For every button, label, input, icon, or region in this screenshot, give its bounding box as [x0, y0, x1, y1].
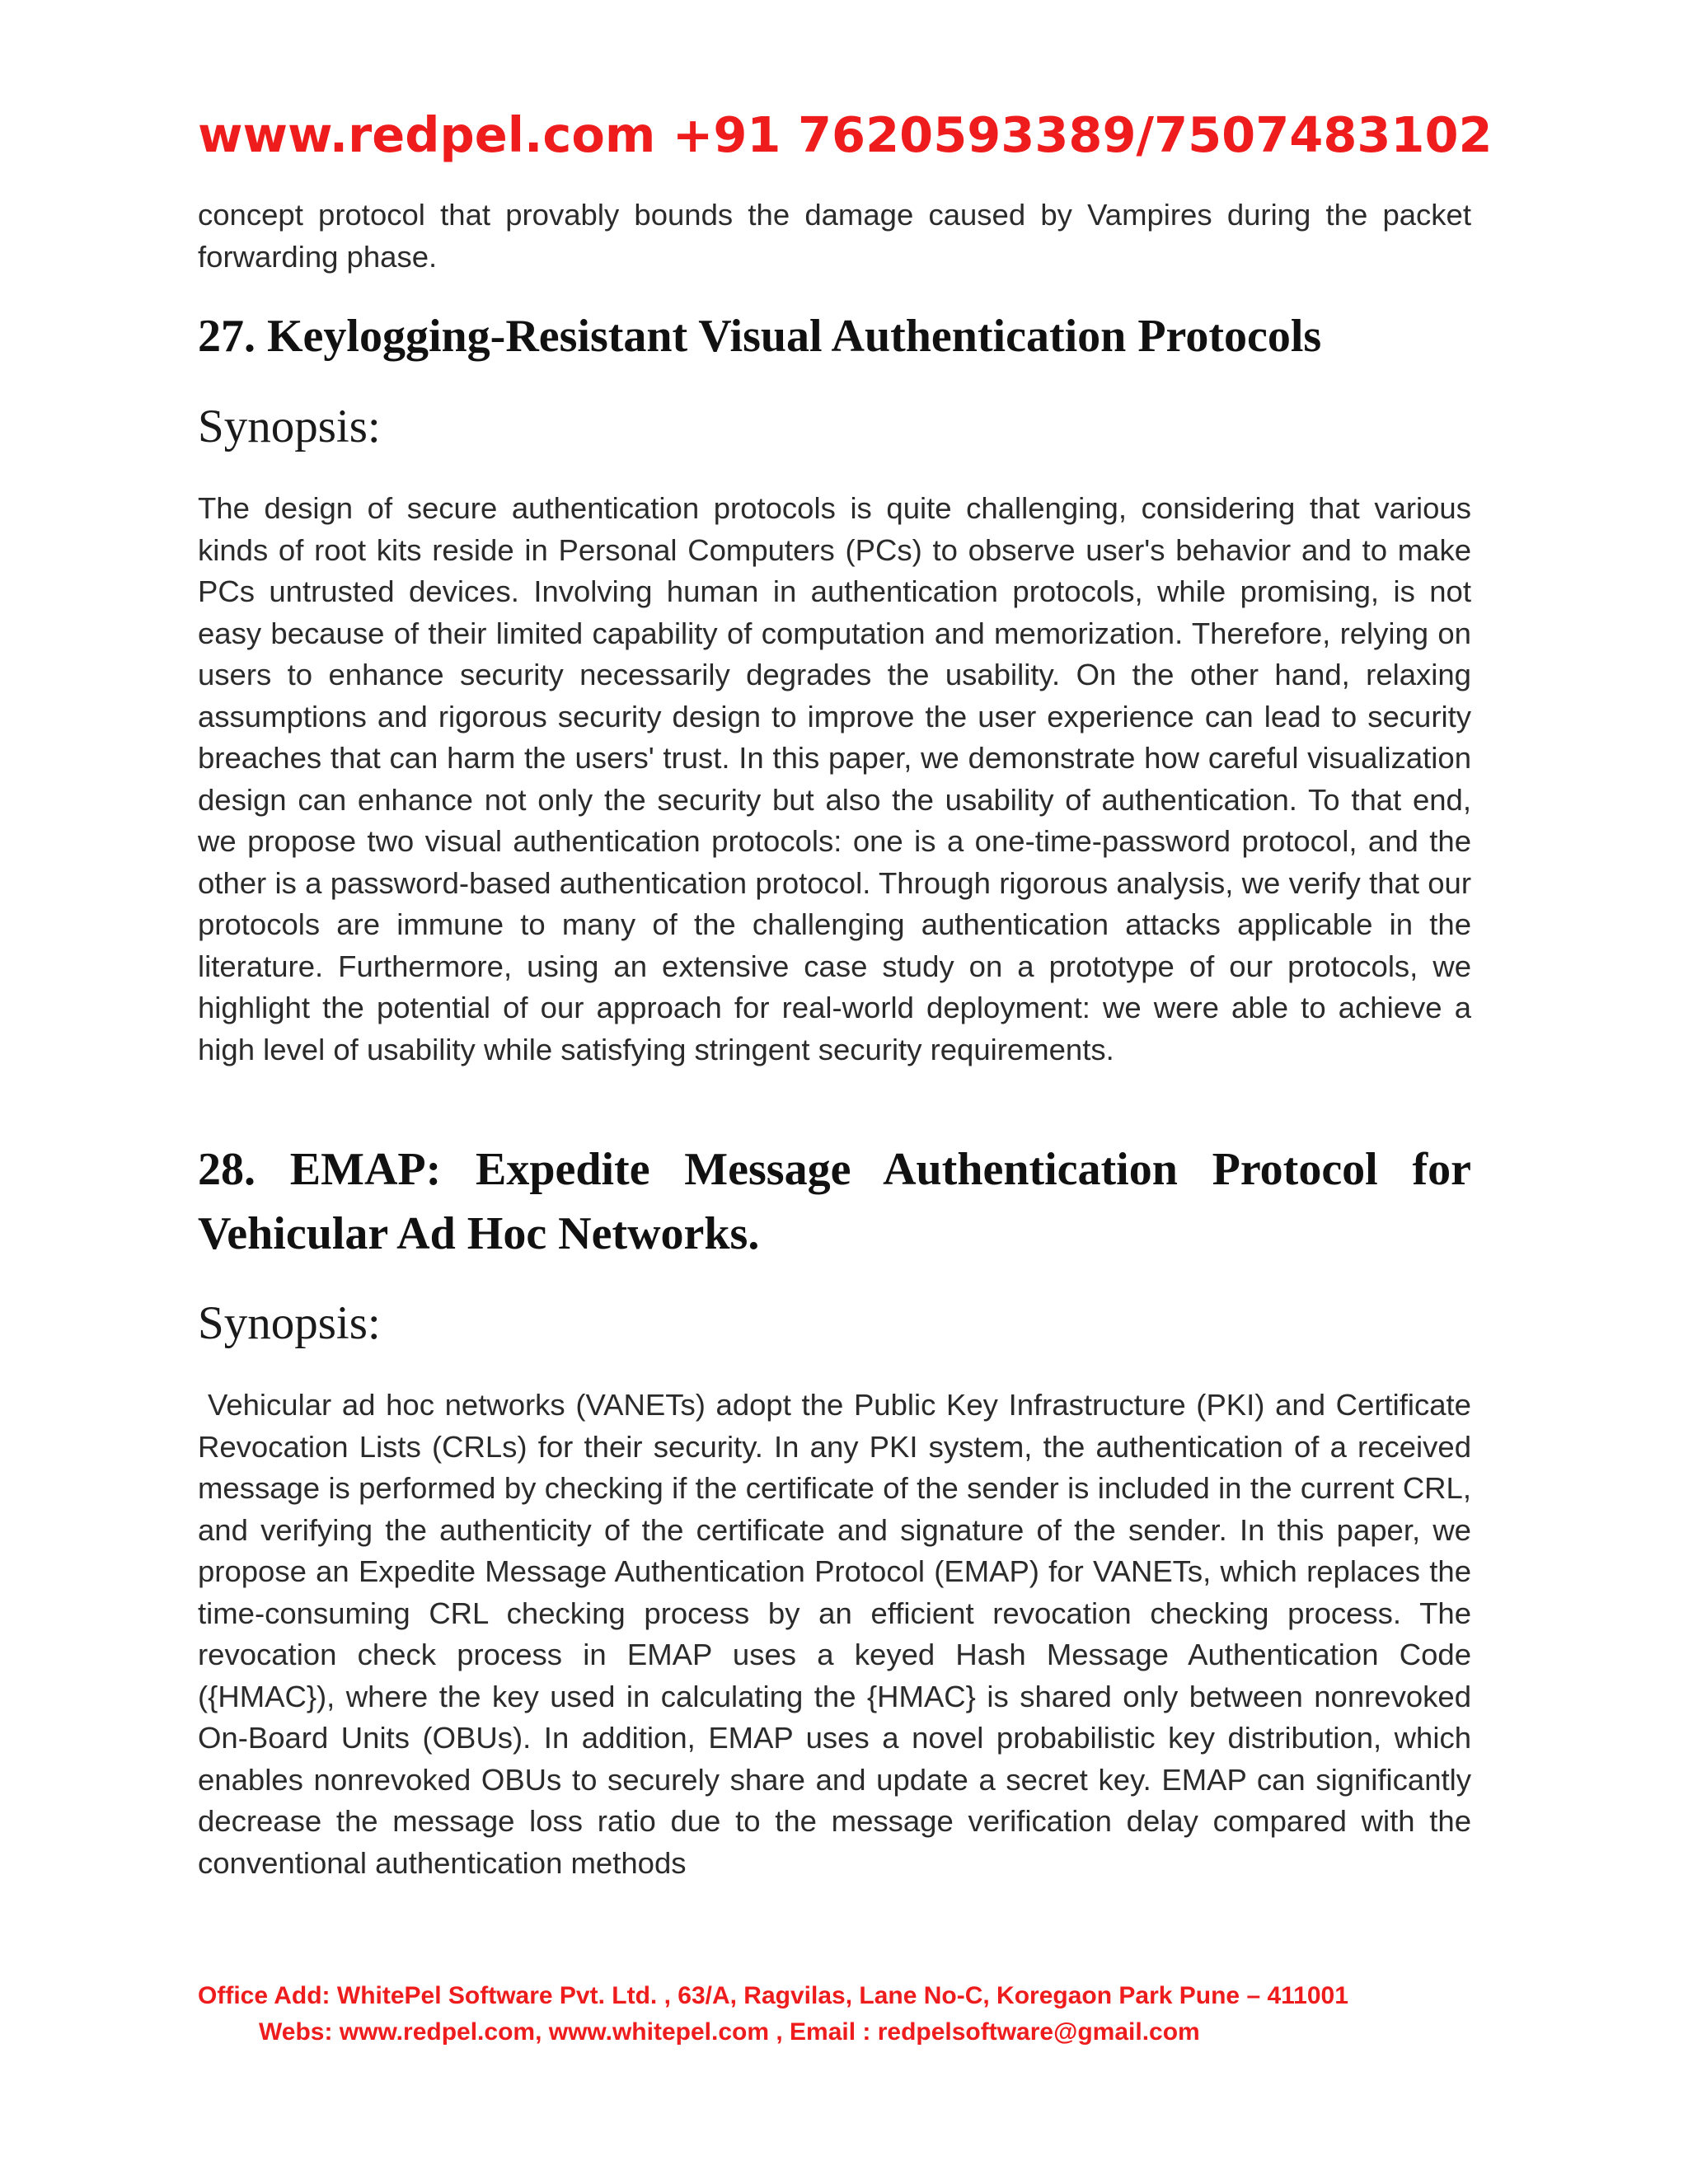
section-27-synopsis-label: Synopsis: [198, 401, 381, 452]
footer-office-address: Office Add: WhitePel Software Pvt. Ltd. , 63/A, Ragvilas, Lane No-C, Koregaon Park Pune – 411001 [198, 1982, 1348, 2009]
section-27-title: 27. Keylogging-Resistant Visual Authentication Protocols [198, 311, 1322, 362]
section-27-body: The design of secure authentication protocols is quite challenging, considering that various kinds of root kits reside in Personal Computers (PCs) to observe user's behavior and to make PCs untrusted devices. Involving human in authentication protocols, while promising, is not easy because of their limited capability of computation and memorization. Therefore, relying on users to enhance security necessarily degrades the usability. On the other hand, relaxing assumptions and rigorous security design to improve the user experience can lead to security breaches that can harm the users' trust. In this paper, we demonstrate how careful visualization design can enhance not only the security but also the usability of authentication. To that end, we propose two visual authentication protocols: one is a one-time-password protocol, and the other is a password-based authentication protocol. Through rigorous analysis, we verify that our protocols are immune to many of the challenging authentication attacks applicable in the literature. Furthermore, using an extensive case study on a prototype of our protocols, we highlight the potential of our approach for real-world deployment: we were able to achieve a high level of usability while satisfying stringent security requirements. [198, 491, 1471, 1066]
section-28-title: 28. EMAP: Expedite Message Authentication Protocol for Vehicular Ad Hoc Networks. [198, 1144, 1471, 1259]
footer-web-email: Webs: www.redpel.com, www.whitepel.com , Email : redpelsoftware@gmail.com [259, 2018, 1200, 2046]
page-header-contact: www.redpel.com +91 7620593389/7507483102 [198, 106, 1493, 163]
section-28-synopsis-label: Synopsis: [198, 1297, 381, 1349]
section-28-body: Vehicular ad hoc networks (VANETs) adopt the Public Key Infrastructure (PKI) and Certificate Revocation Lists (CRLs) for their security. In any PKI system, the authentication of a received message is performed by checking if the certificate of the sender is included in the current CRL, and verifying the authenticity of the certificate and signature of the sender. In this paper, we propose an Expedite Message Authentication Protocol (EMAP) for VANETs, which replaces the time-consuming CRL checking process by an efficient revocation checking process. The revocation check process in EMAP uses a keyed Hash Message Authentication Code ({HMAC}), where the key used in calculating the {HMAC} is shared only between nonrevoked On-Board Units (OBUs). In addition, EMAP uses a novel probabilistic key distribution, which enables nonrevoked OBUs to securely share and update a secret key. EMAP can significantly decrease the message loss ratio due to the message verification delay compared with the conventional authentication methods [198, 1388, 1471, 1880]
intro-paragraph: concept protocol that provably bounds the damage caused by Vampires during the packet forwarding phase. [198, 198, 1471, 274]
